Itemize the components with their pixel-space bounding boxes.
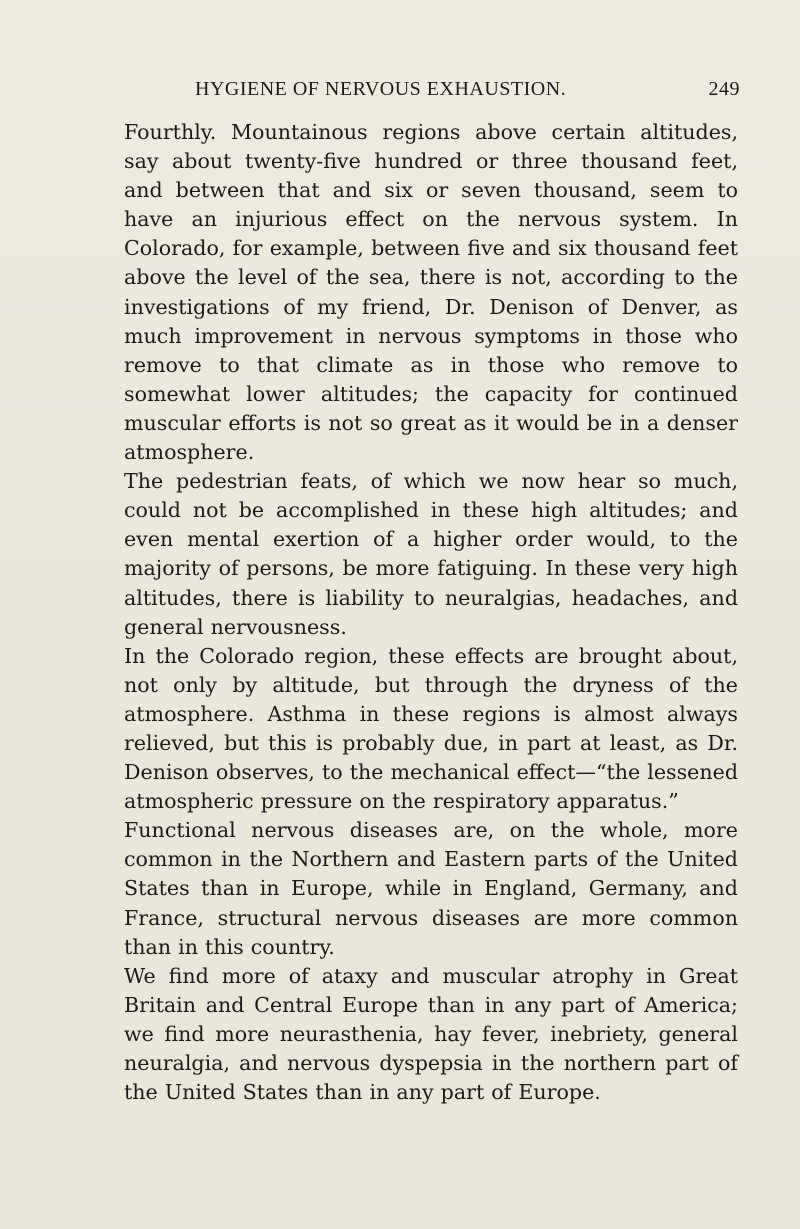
running-head-title: HYGIENE OF NERVOUS EXHAUSTION.	[195, 78, 567, 100]
running-head	[195, 78, 740, 108]
paragraph: Functional nervous diseases are, on the whole, more common in the Northern and Eastern parts of the United States than in Europe, while in England, Germany, and France, structural nervous diseases are more common than in this country.	[124, 818, 738, 959]
paragraph: The pedestrian feats, of which we now hear so much, could not be accomplished in these high altitudes; and even mental exertion of a higher order would, to the majority of persons, be more fatiguing. In these very high altitudes, there is liability to neuralgias, headaches, and general nervousness.	[124, 469, 738, 639]
body-text	[124, 118, 738, 1107]
paragraph: Fourthly. Mountainous regions above certain altitudes, say about twenty-five hundred or three thousand feet, and between that and six or seven thousand, seem to have an injurious effect on the nervous system. In Colorado, for example, between five and six thousand feet above the level of the sea, there is not, according to the investigations of my friend, Dr. Denison of Denver, as much improvement in nervous symptoms in those who remove to that climate as in those who remove to somewhat lower altitudes; the capacity for continued muscular efforts is not so great as it would be in a denser atmosphere.	[124, 120, 738, 465]
paragraph: We find more of ataxy and muscular atrophy in Great Britain and Central Europe than in any part of America; we find more neurasthenia, hay fever, inebriety, general neuralgia, and nervous dyspepsia in the northern part of the United States than in any part of Europe.	[124, 963, 738, 1105]
paragraph: In the Colorado region, these effects are brought about, not only by altitude, but through the dryness of the atmosphere. Asthma in these regions is almost always relieved, but this is probably due, in part at least, as Dr. Denison observes, to the mechanical effect—“the lessened atmospheric pressure on the respiratory apparatus.”	[124, 643, 739, 814]
page-number: 249	[708, 78, 740, 100]
